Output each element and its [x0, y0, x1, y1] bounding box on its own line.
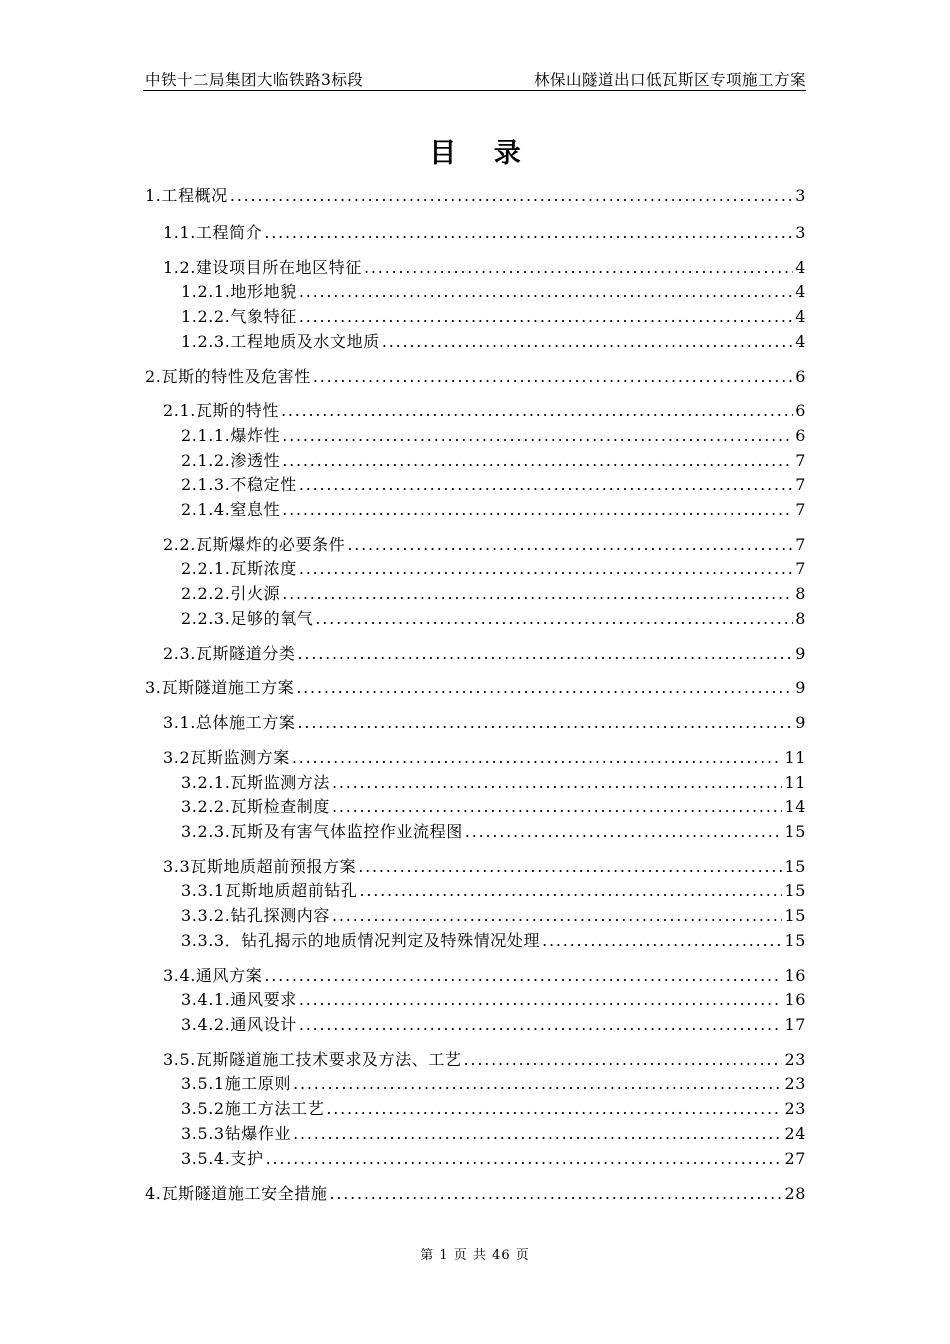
toc-entry[interactable] — [163, 641, 806, 663]
toc-entry[interactable] — [163, 1047, 806, 1069]
toc-entry-label: 3.4.1.通风要求 — [181, 990, 297, 1009]
toc-entry[interactable] — [163, 963, 806, 985]
toc-entry-page-number: 3 — [795, 186, 806, 205]
toc-entry[interactable] — [163, 745, 806, 767]
toc-entry[interactable] — [181, 423, 806, 445]
toc-entry-page-number: 7 — [795, 475, 806, 494]
toc-entry-page-number: 7 — [795, 559, 806, 578]
toc-entry-label: 2.1.瓦斯的特性 — [163, 401, 279, 420]
toc-leader-dots — [264, 223, 793, 242]
toc-entry[interactable] — [181, 987, 806, 1009]
toc-entry-label: 3.4.2.通风设计 — [181, 1015, 297, 1034]
toc-entry-label: 1.工程概况 — [145, 186, 228, 205]
toc-entry-page-number: 28 — [784, 1184, 806, 1203]
toc-entry-label: 1.2.2.气象特征 — [181, 307, 297, 326]
toc-leader-dots — [347, 535, 793, 554]
toc-entry-page-number: 15 — [784, 906, 806, 925]
toc-entry-label: 2.1.3.不稳定性 — [181, 475, 297, 494]
toc-entry-page-number: 7 — [795, 451, 806, 470]
toc-entry-page-number: 4 — [795, 307, 806, 326]
toc-entry-page-number: 11 — [784, 748, 806, 767]
toc-entry[interactable] — [181, 606, 806, 628]
toc-entry-label: 2.1.2.渗透性 — [181, 451, 281, 470]
toc-leader-dots — [332, 906, 782, 925]
toc-entry-label: 1.1.工程简介 — [163, 223, 263, 242]
toc-leader-dots — [542, 931, 782, 950]
toc-leader-dots — [364, 258, 793, 277]
toc-entry-page-number: 11 — [784, 773, 806, 792]
toc-entry[interactable] — [181, 279, 806, 301]
toc-entry-page-number: 27 — [784, 1149, 806, 1168]
toc-leader-dots — [299, 990, 783, 1009]
toc-leader-dots — [465, 822, 783, 841]
toc-entry-page-number: 6 — [795, 401, 806, 420]
toc-entry[interactable] — [181, 304, 806, 326]
toc-entry[interactable] — [181, 329, 806, 351]
toc-entry-label: 3.2瓦斯监测方案 — [163, 748, 290, 767]
toc-entry-page-number: 15 — [784, 881, 806, 900]
toc-entry-label: 3.2.3.瓦斯及有害气体监控作业流程图 — [181, 822, 463, 841]
toc-leader-dots — [282, 451, 793, 470]
page-footer: 第 1 页 共 46 页 — [420, 1248, 530, 1263]
toc-entry[interactable] — [181, 497, 806, 519]
toc-entry-label: 3.5.瓦斯隧道施工技术要求及方法、工艺 — [163, 1050, 462, 1069]
toc-leader-dots — [292, 748, 783, 767]
toc-entry-page-number: 8 — [795, 609, 806, 628]
toc-entry-label: 3.4.通风方案 — [163, 966, 263, 985]
toc-entry-label: 1.2.1.地形地貌 — [181, 282, 297, 301]
toc-leader-dots — [329, 1184, 782, 1203]
toc-entry[interactable] — [181, 770, 806, 792]
toc-entry-label: 3.3.1瓦斯地质超前钻孔 — [181, 881, 358, 900]
toc-entry-label: 2.2.2.引火源 — [181, 584, 281, 603]
toc-entry-page-number: 15 — [784, 822, 806, 841]
toc-leader-dots — [282, 584, 793, 603]
toc-entry[interactable] — [145, 364, 806, 386]
toc-leader-dots — [298, 644, 794, 663]
toc-leader-dots — [299, 307, 793, 326]
toc-entry-label: 2.2.瓦斯爆炸的必要条件 — [163, 535, 346, 554]
toc-entry[interactable] — [181, 878, 806, 900]
header-project-name: 中铁十二局集团大临铁路3标段 — [145, 71, 364, 89]
toc-title: 目 录 — [429, 138, 535, 169]
toc-leader-dots — [299, 1015, 783, 1034]
toc-leader-dots — [230, 186, 793, 205]
toc-entry-label: 2.2.1.瓦斯浓度 — [181, 559, 297, 578]
toc-leader-dots — [464, 1050, 783, 1069]
toc-leader-dots — [266, 1149, 783, 1168]
toc-entry[interactable] — [181, 903, 806, 925]
toc-entry-page-number: 6 — [795, 426, 806, 445]
toc-leader-dots — [332, 773, 782, 792]
page-header — [143, 68, 806, 91]
toc-leader-dots — [293, 1074, 782, 1093]
toc-leader-dots — [281, 401, 793, 420]
toc-leader-dots — [282, 500, 793, 519]
toc-entry[interactable] — [181, 472, 806, 494]
toc-entry-page-number: 9 — [795, 644, 806, 663]
toc-entry-page-number: 7 — [795, 500, 806, 519]
toc-leader-dots — [360, 881, 783, 900]
toc-entry[interactable] — [145, 675, 806, 697]
toc-entry-page-number: 15 — [784, 857, 806, 876]
toc-entry-label: 1.2.3.工程地质及水文地质 — [181, 332, 380, 351]
toc-entry-page-number: 6 — [795, 367, 806, 386]
toc-leader-dots — [313, 367, 793, 386]
toc-leader-dots — [332, 797, 782, 816]
toc-entry-page-number: 16 — [784, 990, 806, 1009]
toc-entry[interactable] — [181, 1071, 806, 1093]
toc-entry[interactable] — [163, 532, 806, 554]
toc-entry-page-number: 7 — [795, 535, 806, 554]
toc-entry-label: 4.瓦斯隧道施工安全措施 — [145, 1184, 328, 1203]
toc-entry-page-number: 9 — [795, 678, 806, 697]
toc-entry-label: 3.5.3钻爆作业 — [181, 1124, 292, 1143]
toc-entry-page-number: 23 — [784, 1074, 806, 1093]
toc-entry-page-number: 4 — [795, 258, 806, 277]
toc-entry[interactable] — [181, 581, 806, 603]
header-document-title: 林保山隧道出口低瓦斯区专项施工方案 — [533, 71, 806, 89]
toc-entry-label: 3.5.4.支护 — [181, 1149, 264, 1168]
toc-entry-page-number: 24 — [784, 1124, 806, 1143]
toc-leader-dots — [296, 678, 793, 697]
toc-leader-dots — [315, 609, 793, 628]
toc-leader-dots — [282, 426, 793, 445]
toc-entry[interactable] — [181, 928, 806, 950]
toc-entry-label: 2.3.瓦斯隧道分类 — [163, 644, 296, 663]
toc-leader-dots — [293, 1124, 782, 1143]
toc-entry[interactable] — [163, 220, 806, 242]
toc-leader-dots — [326, 1099, 782, 1118]
toc-entry-page-number: 23 — [784, 1099, 806, 1118]
toc-entry[interactable] — [181, 794, 806, 816]
toc-entry[interactable] — [163, 854, 806, 876]
toc-entry[interactable] — [181, 1121, 806, 1143]
toc-entry[interactable] — [145, 1181, 806, 1203]
toc-entry[interactable] — [181, 1146, 806, 1168]
toc-entry-page-number: 3 — [795, 223, 806, 242]
toc-entry-label: 3.2.1.瓦斯监测方法 — [181, 773, 330, 792]
toc-entry-page-number: 17 — [784, 1015, 806, 1034]
toc-entry[interactable] — [181, 1012, 806, 1034]
toc-entry-label: 3.3瓦斯地质超前预报方案 — [163, 857, 357, 876]
toc-entry-label: 3.瓦斯隧道施工方案 — [145, 678, 295, 697]
toc-entry-label: 3.5.1施工原则 — [181, 1074, 292, 1093]
toc-leader-dots — [299, 475, 793, 494]
toc-entry-label: 2.1.1.爆炸性 — [181, 426, 281, 445]
toc-entry[interactable] — [145, 183, 806, 205]
toc-entry[interactable] — [181, 448, 806, 470]
toc-entry-page-number: 9 — [795, 713, 806, 732]
toc-leader-dots — [299, 282, 793, 301]
toc-entry-label: 3.3.3．钻孔揭示的地质情况判定及特殊情况处理 — [181, 931, 541, 950]
toc-entry[interactable] — [181, 819, 806, 841]
toc-entry-page-number: 23 — [784, 1050, 806, 1069]
toc-leader-dots — [299, 559, 793, 578]
toc-entry[interactable] — [181, 556, 806, 578]
toc-entry-page-number: 8 — [795, 584, 806, 603]
toc-entry-label: 2.2.3.足够的氧气 — [181, 609, 314, 628]
toc-entry-page-number: 4 — [795, 282, 806, 301]
toc-leader-dots — [382, 332, 793, 351]
toc-leader-dots — [358, 857, 782, 876]
toc-entry[interactable] — [181, 1096, 806, 1118]
toc-entry-page-number: 15 — [784, 931, 806, 950]
toc-entry[interactable] — [163, 255, 806, 277]
toc-entry-page-number: 4 — [795, 332, 806, 351]
toc-leader-dots — [298, 713, 794, 732]
toc-entry-label: 3.3.2.钻孔探测内容 — [181, 906, 330, 925]
toc-leader-dots — [264, 966, 782, 985]
toc-entry[interactable] — [163, 710, 806, 732]
toc-entry-label: 2.1.4.窒息性 — [181, 500, 281, 519]
toc-entry-label: 3.5.2施工方法工艺 — [181, 1099, 325, 1118]
toc-entry-label: 2.瓦斯的特性及危害性 — [145, 367, 311, 386]
toc-entry-page-number: 14 — [784, 797, 806, 816]
toc-entry[interactable] — [163, 398, 806, 420]
toc-entry-label: 3.2.2.瓦斯检查制度 — [181, 797, 330, 816]
toc-entry-label: 1.2.建设项目所在地区特征 — [163, 258, 362, 277]
toc-entry-page-number: 16 — [784, 966, 806, 985]
toc-entry-label: 3.1.总体施工方案 — [163, 713, 296, 732]
